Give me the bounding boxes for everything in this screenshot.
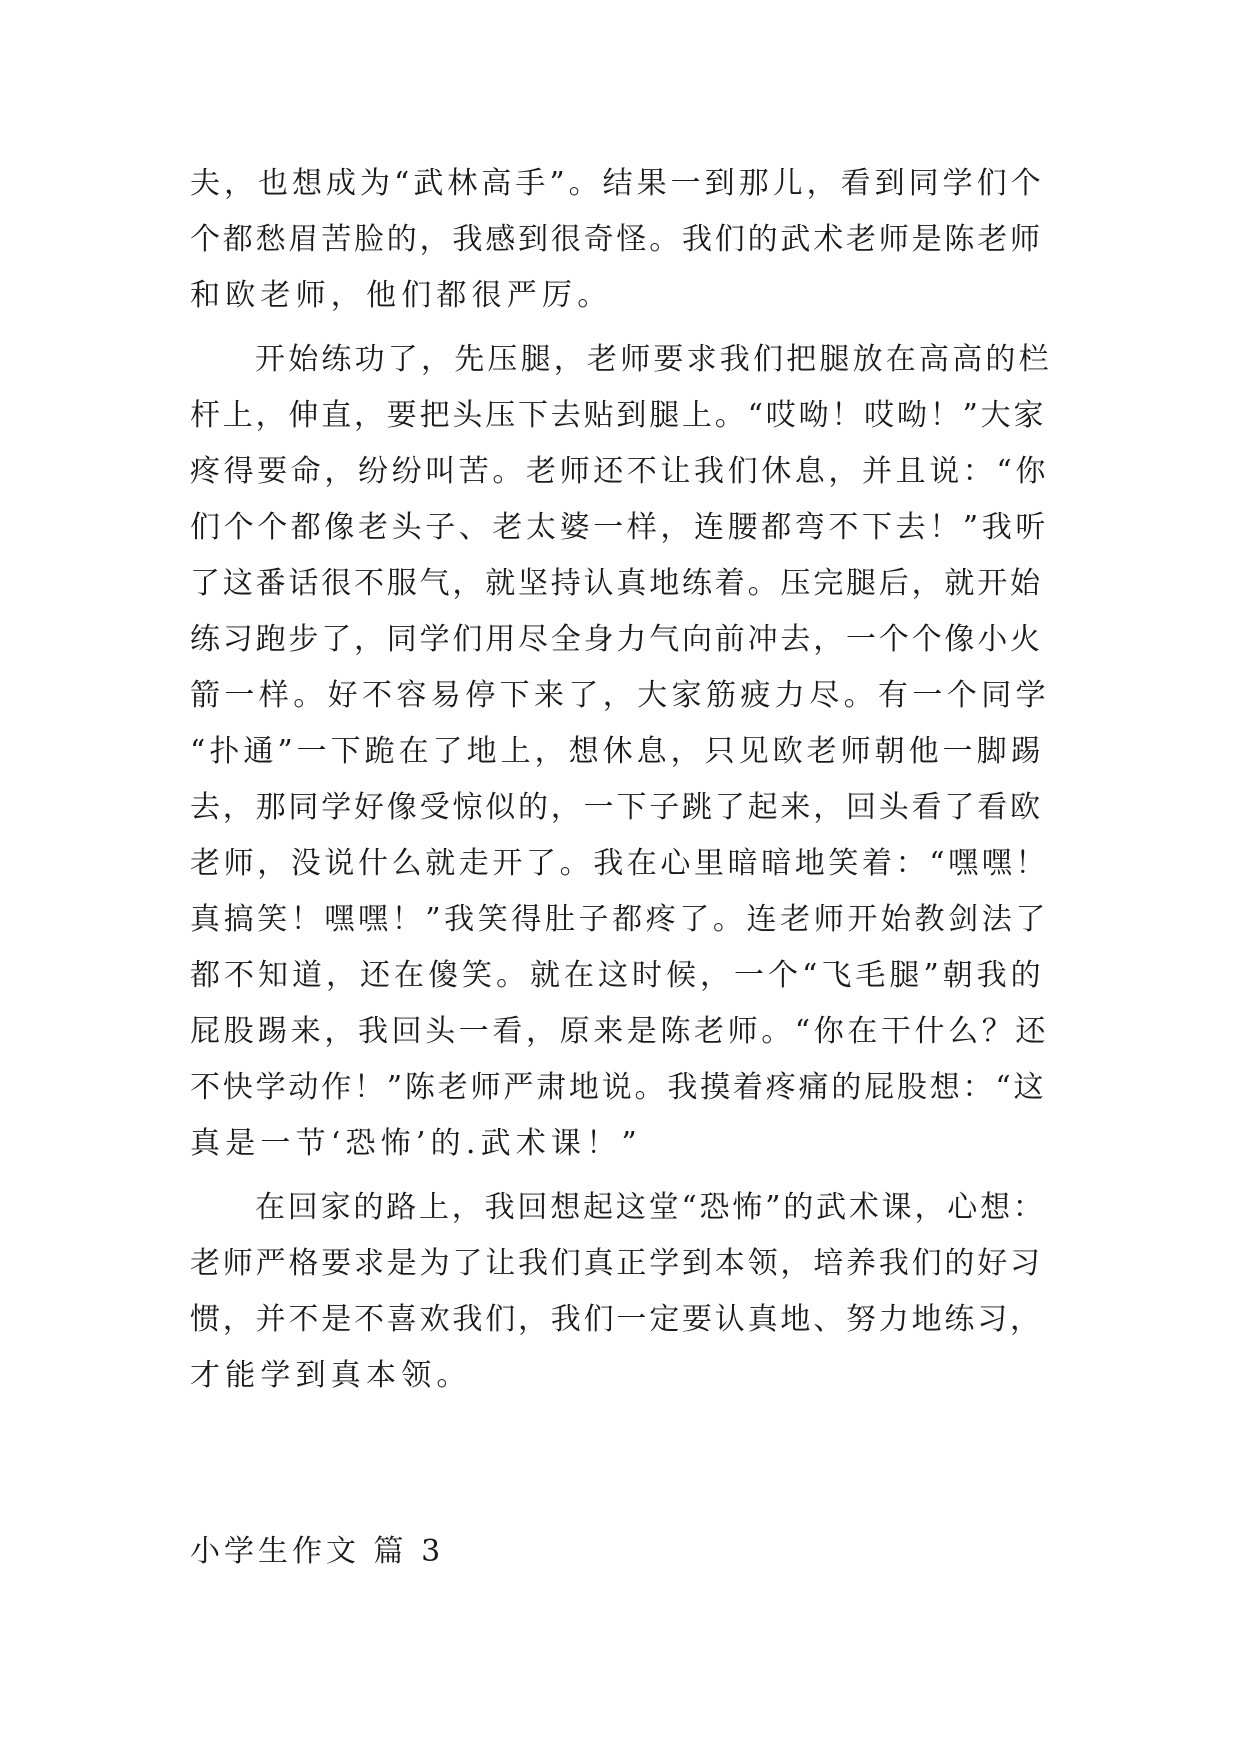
text-line: 真搞笑！嘿嘿！”我笑得肚子都疼了。连老师开始教剑法了 [190, 902, 1049, 937]
text-line: 在回家的路上，我回想起这堂“恐怖”的武术课，心想： [255, 1190, 1046, 1225]
section-spacer [190, 1404, 1052, 1524]
document-page [190, 156, 1052, 1580]
paragraph-3 [190, 1180, 1052, 1404]
text-line: 练习跑步了，同学们用尽全身力气向前冲去，一个个像小火 [190, 622, 1043, 657]
text-line: 真是一节‘恐怖’的.武术课！” [190, 1126, 642, 1161]
text-line: 们个个都像老头子、老太婆一样，连腰都弯不下去！”我听 [190, 510, 1049, 545]
text-line: 疼得要命，纷纷叫苦。老师还不让我们休息，并且说：“你 [190, 454, 1049, 489]
text-line: 不快学动作！”陈老师严肃地说。我摸着疼痛的屁股想：“这 [190, 1070, 1047, 1105]
text-line: 老师，没说什么就走开了。我在心里暗暗地笑着：“嘿嘿！ [190, 846, 1049, 881]
paragraph-1 [190, 156, 1052, 324]
text-line: 都不知道，还在傻笑。就在这时候，一个“飞毛腿”朝我的 [190, 958, 1045, 993]
text-line: 个都愁眉苦脸的，我感到很奇怪。我们的武术老师是陈老师 [190, 222, 1043, 257]
text-line: 惯，并不是不喜欢我们，我们一定要认真地、努力地练习， [190, 1302, 1043, 1337]
text-line: 夫，也想成为“武林高手”。结果一到那儿，看到同学们个 [190, 166, 1045, 201]
text-line: 老师严格要求是为了让我们真正学到本领，培养我们的好习 [190, 1246, 1043, 1281]
section-heading: 小学生作文 篇 3 [190, 1534, 445, 1569]
text-line: 杆上，伸直，要把头压下去贴到腿上。“哎呦！哎呦！”大家 [190, 398, 1047, 433]
text-line: 开始练功了，先压腿，老师要求我们把腿放在高高的栏 [255, 342, 1052, 377]
text-line: 屁股踢来，我回头一看，原来是陈老师。“你在干什么？还 [190, 1014, 1049, 1049]
text-line: 去，那同学好像受惊似的，一下子跳了起来，回头看了看欧 [190, 790, 1043, 825]
paragraph-2 [190, 332, 1052, 1172]
text-line: 才能学到真本领。 [190, 1358, 472, 1393]
text-line: 了这番话很不服气，就坚持认真地练着。压完腿后，就开始 [190, 566, 1043, 601]
text-line: “扑通”一下跪在了地上，想休息，只见欧老师朝他一脚踢 [190, 734, 1045, 769]
text-line: 和欧老师，他们都很严厉。 [190, 278, 613, 313]
text-line: 箭一样。好不容易停下来了，大家筋疲力尽。有一个同学 [190, 678, 1050, 713]
